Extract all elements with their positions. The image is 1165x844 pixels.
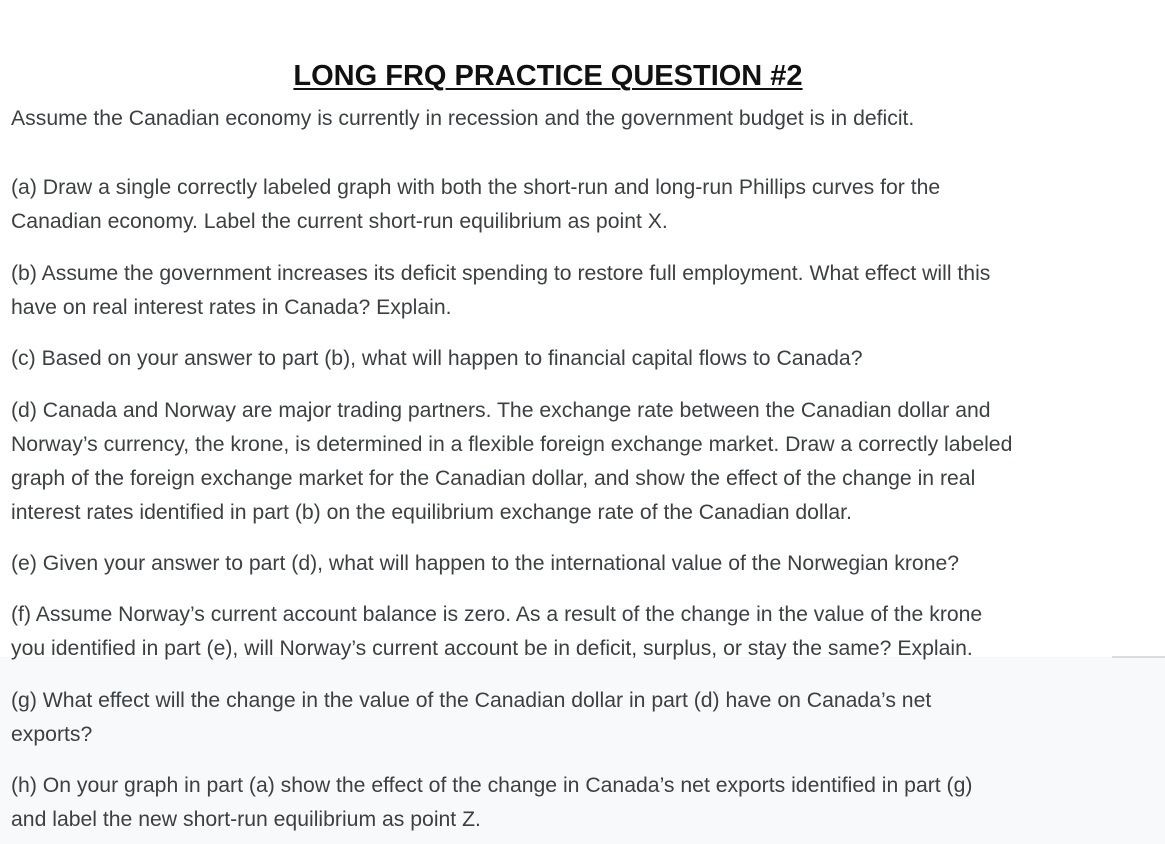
question-part-d (11, 394, 1161, 530)
part-d-line-1: (d) Canada and Norway are major trading partners. The exchange rate between the Canadian dollar and (11, 399, 991, 422)
intro-line: Assume the Canadian economy is currently in recession and the government budget is in deficit. (11, 107, 915, 130)
intro-paragraph (11, 102, 1161, 136)
question-part-b (11, 257, 1161, 325)
question-part-f (11, 598, 1161, 666)
part-a-line-2: Canadian economy. Label the current short-run equilibrium as point X. (11, 210, 668, 233)
part-d-line-2: Norway’s currency, the krone, is determined in a flexible foreign exchange market. Draw a correctly labeled (11, 433, 1013, 456)
part-d-line-4: interest rates identified in part (b) on the equilibrium exchange rate of the Canadian dollar. (11, 501, 852, 524)
part-h-line-2: and label the new short-run equilibrium as point Z. (11, 808, 481, 831)
question-part-a (11, 171, 1161, 239)
part-e-line-1: (e) Given your answer to part (d), what will happen to the international value of the Norwegian krone? (11, 552, 960, 575)
part-f-line-2: you identified in part (e), will Norway’s current account be in deficit, surplus, or stay the same? Explain. (11, 637, 973, 660)
part-f-line-1: (f) Assume Norway’s current account balance is zero. As a result of the change in the value of the krone (11, 603, 983, 626)
part-b-line-2: have on real interest rates in Canada? Explain. (11, 296, 452, 319)
part-a-line-1: (a) Draw a single correctly labeled graph with both the short-run and long-run Phillips curves for the (11, 176, 941, 199)
question-part-e (11, 547, 1161, 581)
part-d-line-3: graph of the foreign exchange market for the Canadian dollar, and show the effect of the change in real (11, 467, 976, 490)
question-part-g (11, 684, 1161, 752)
part-h-line-1: (h) On your graph in part (a) show the effect of the change in Canada’s net exports identified in part (g) (11, 774, 973, 797)
part-g-line-2: exports? (11, 723, 93, 746)
part-b-line-1: (b) Assume the government increases its deficit spending to restore full employment. What effect will this (11, 262, 991, 285)
part-g-line-1: (g) What effect will the change in the value of the Canadian dollar in part (d) have on Canada’s net (11, 689, 932, 712)
question-part-c (11, 342, 1161, 376)
page-title: LONG FRQ PRACTICE QUESTION #2 (293, 60, 803, 93)
question-part-h (11, 769, 1161, 837)
part-c-line-1: (c) Based on your answer to part (b), what will happen to financial capital flows to Canada? (11, 347, 863, 370)
